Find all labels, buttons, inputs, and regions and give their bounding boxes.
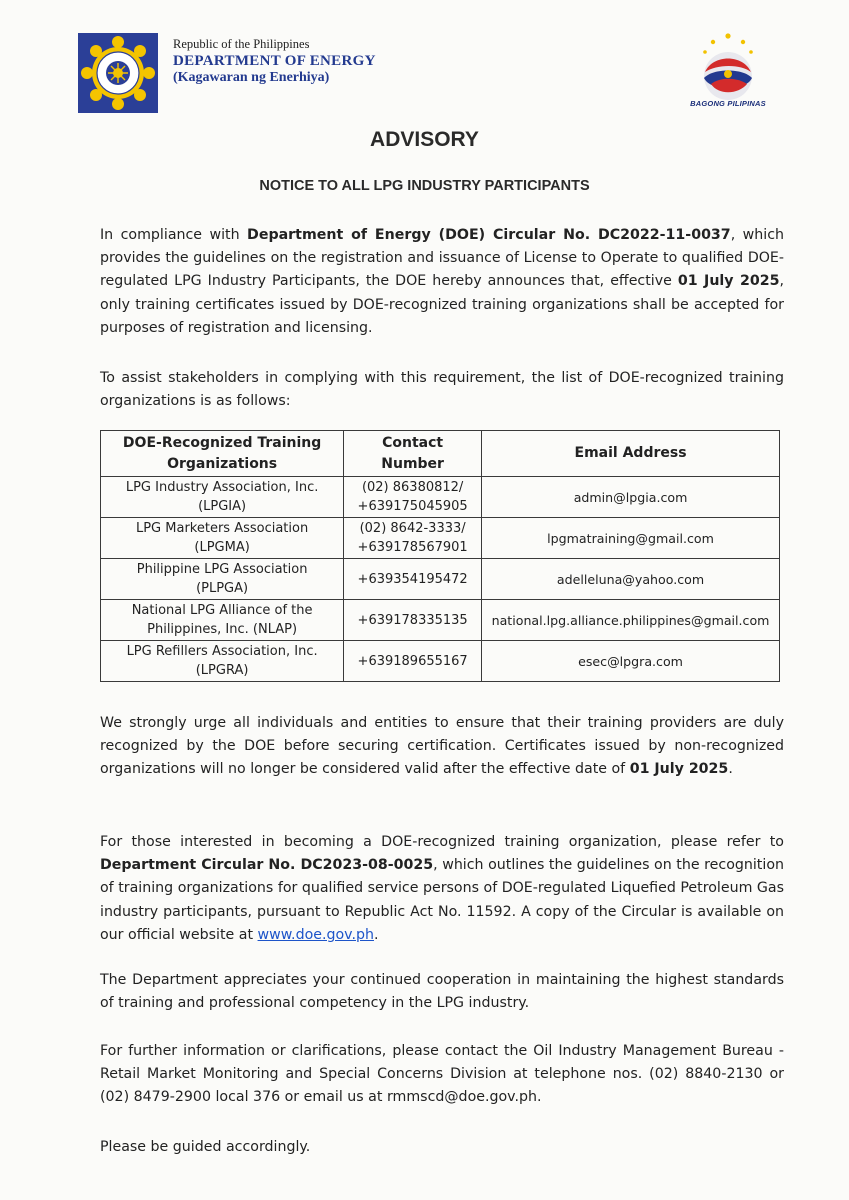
organization-cell: LPG Marketers Association (LPGMA) xyxy=(101,518,344,559)
table-row xyxy=(101,641,780,682)
republic-label: Republic of the Philippines xyxy=(173,37,310,51)
page-title: ADVISORY xyxy=(370,128,479,151)
column-header-contact: Contact Number xyxy=(344,431,482,477)
contact-cell: +639178335135 xyxy=(344,600,482,641)
contact-cell: +639354195472 xyxy=(344,559,482,600)
email-cell: esec@lpgra.com xyxy=(482,641,780,682)
notice-subtitle: NOTICE TO ALL LPG INDUSTRY PARTICIPANTS xyxy=(259,178,590,194)
doe-website-link[interactable]: www.doe.gov.ph xyxy=(257,926,374,943)
email-cell: lpgmatraining@gmail.com xyxy=(482,518,780,559)
column-header-organization: DOE-Recognized Training Organizations xyxy=(101,431,344,477)
circular-reference: Department of Energy (DOE) Circular No. DC2022-11-0037 xyxy=(247,227,731,243)
paragraph-contact: For further information or clarifications, please contact the Oil Industry Management Bureau -Retail Market Monitoring and Special Concerns Division at telephone nos. (02) 8840-2130 or (02) 8479-2900 local 376 or email us at rmmscd@doe.gov.ph. xyxy=(100,1043,784,1106)
table-row xyxy=(101,518,780,559)
contact-cell: +639189655167 xyxy=(344,641,482,682)
paragraph-compliance: In compliance with Department of Energy (DOE) Circular No. DC2022-11-0037, which provides the guidelines on the registration and issuance of License to Operate to qualified DOE-regulated LPG Industry Participants, the DOE hereby announces that, effective 01 July 2025, only training certificates issued by DOE-recognized training organizations shall be accepted for purposes of registration and licensing. xyxy=(100,227,784,336)
effective-date: 01 July 2025 xyxy=(677,273,780,290)
table-row xyxy=(101,600,780,641)
training-organizations-table xyxy=(100,430,780,682)
doe-seal-logo xyxy=(78,33,158,113)
agency-block xyxy=(173,37,376,87)
table-header-row xyxy=(101,431,780,477)
email-cell: adelleluna@yahoo.com xyxy=(482,559,780,600)
organization-cell: National LPG Alliance of the Philippines, Inc. (NLAP) xyxy=(101,600,344,641)
effective-date: 01 July 2025 xyxy=(629,761,729,778)
paragraph-urge: We strongly urge all individuals and entities to ensure that their training providers are duly recognized by the DOE before securing certification. Certificates issued by non-recognized organizations will no longer be considered valid after the effective date of 01 July 2025. xyxy=(100,715,784,778)
department-name-filipino: (Kagawaran ng Enerhiya) xyxy=(173,70,330,85)
paragraph-closing: Please be guided accordingly. xyxy=(100,1139,311,1155)
department-name: DEPARTMENT OF ENERGY xyxy=(173,53,376,69)
organization-cell: Philippine LPG Association (PLPGA) xyxy=(101,559,344,600)
organization-cell: LPG Refillers Association, Inc. (LPGRA) xyxy=(101,641,344,682)
paragraph-list-intro: To assist stakeholders in complying with this requirement, the list of DOE-recognized training organizations is as follows: xyxy=(100,370,784,410)
email-cell: admin@lpgia.com xyxy=(482,477,780,518)
column-header-email: Email Address xyxy=(482,431,780,477)
table-row xyxy=(101,559,780,600)
paragraph-appreciation: The Department appreciates your continued cooperation in maintaining the highest standards of training and professional competency in the LPG industry. xyxy=(100,972,784,1012)
table-row xyxy=(101,477,780,518)
email-cell: national.lpg.alliance.philippines@gmail.com xyxy=(482,600,780,641)
contact-cell: (02) 86380812/ +639175045905 xyxy=(344,477,482,518)
bagong-pilipinas-label: BAGONG PILIPINAS xyxy=(690,99,766,108)
contact-cell: (02) 8642-3333/ +639178567901 xyxy=(344,518,482,559)
paragraph-recognition: For those interested in becoming a DOE-recognized training organization, please refer to Department Circular No. DC2023-08-0025, which outlines the guidelines on the recognition of training organizations for qualified service persons of DOE-regulated Liquefied Petroleum Gas industry participants, pursuant to Republic Act No. 11592. A copy of the Circular is available on our official website at www.doe.gov.ph. xyxy=(100,834,784,943)
organization-cell: LPG Industry Association, Inc. (LPGIA) xyxy=(101,477,344,518)
circular-reference: Department Circular No. DC2023-08-0025 xyxy=(100,857,434,874)
